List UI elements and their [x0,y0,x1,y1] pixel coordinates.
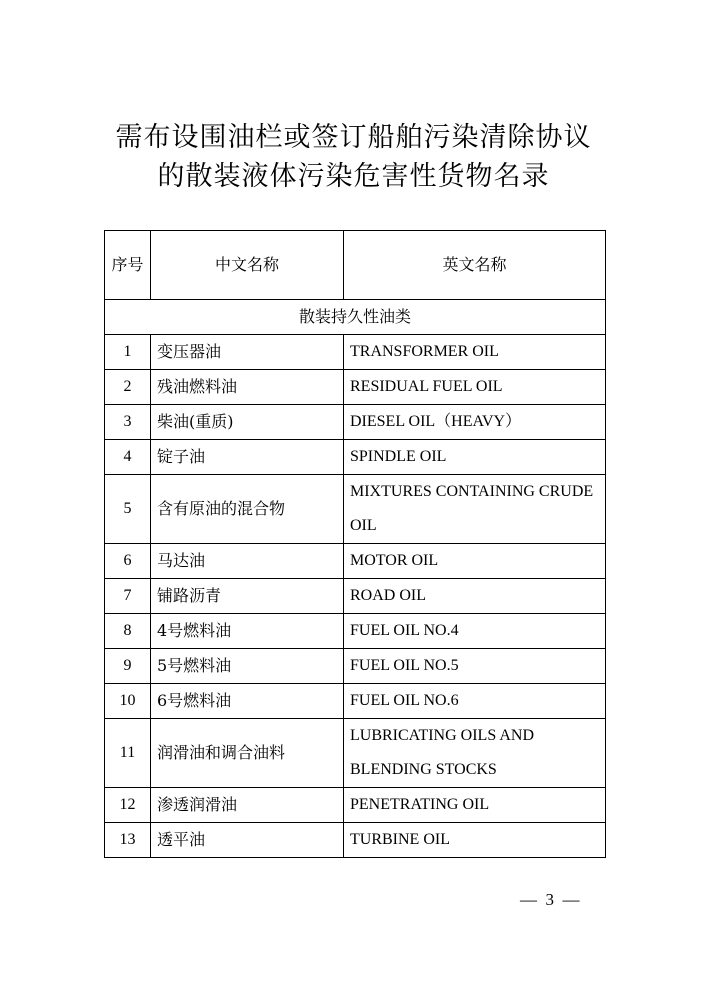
document-title-line2: 的散装液体污染危害性货物名录 [157,161,550,192]
row-number: 8 [105,614,151,649]
header-index: 序号 [105,231,151,300]
row-english-name: TURBINE OIL [344,823,606,858]
table-row [105,579,606,614]
row-number: 7 [105,579,151,614]
cargo-list-table [104,230,606,858]
row-english-name: LUBRICATING OILS AND BLENDING STOCKS [344,719,606,788]
row-chinese-name: 6号燃料油 [151,684,344,719]
table-row [105,405,606,440]
section-title: 散装持久性油类 [105,300,606,335]
table-row [105,335,606,370]
row-english-name: ROAD OIL [344,579,606,614]
row-english-name: DIESEL OIL（HEAVY） [344,405,606,440]
row-english-name: RESIDUAL FUEL OIL [344,370,606,405]
row-english-name: TRANSFORMER OIL [344,335,606,370]
row-number: 9 [105,649,151,684]
header-chinese-name: 中文名称 [151,231,344,300]
table-header-row [105,231,606,300]
table-row [105,649,606,684]
row-chinese-name: 变压器油 [151,335,344,370]
table-row [105,788,606,823]
row-english-name: MIXTURES CONTAINING CRUDE OIL [344,475,606,544]
row-number: 10 [105,684,151,719]
row-chinese-name: 残油燃料油 [151,370,344,405]
row-chinese-name: 锭子油 [151,440,344,475]
row-english-name: SPINDLE OIL [344,440,606,475]
row-english-name: MOTOR OIL [344,544,606,579]
section-row [105,300,606,335]
row-number: 1 [105,335,151,370]
row-english-name: FUEL OIL NO.4 [344,614,606,649]
row-number: 11 [105,719,151,788]
row-chinese-name: 铺路沥青 [151,579,344,614]
row-chinese-name: 润滑油和调合油料 [151,719,344,788]
row-english-name: PENETRATING OIL [344,788,606,823]
table-row [105,440,606,475]
page-number: — 3 — [520,890,580,909]
row-chinese-name: 4号燃料油 [151,614,344,649]
row-number: 6 [105,544,151,579]
row-english-name: FUEL OIL NO.5 [344,649,606,684]
row-number: 4 [105,440,151,475]
table-row [105,719,606,788]
table-row [105,544,606,579]
row-number: 5 [105,475,151,544]
row-chinese-name: 含有原油的混合物 [151,475,344,544]
table-row [105,370,606,405]
row-chinese-name: 5号燃料油 [151,649,344,684]
row-chinese-name: 渗透润滑油 [151,788,344,823]
table-row [105,823,606,858]
table-row [105,614,606,649]
document-title-line1: 需布设围油栏或签订船舶污染清除协议 [115,122,592,153]
table-row [105,475,606,544]
row-chinese-name: 马达油 [151,544,344,579]
header-english-name: 英文名称 [344,231,606,300]
table-row [105,684,606,719]
row-english-name: FUEL OIL NO.6 [344,684,606,719]
row-chinese-name: 柴油(重质) [151,405,344,440]
row-chinese-name: 透平油 [151,823,344,858]
row-number: 13 [105,823,151,858]
row-number: 12 [105,788,151,823]
row-number: 2 [105,370,151,405]
row-number: 3 [105,405,151,440]
